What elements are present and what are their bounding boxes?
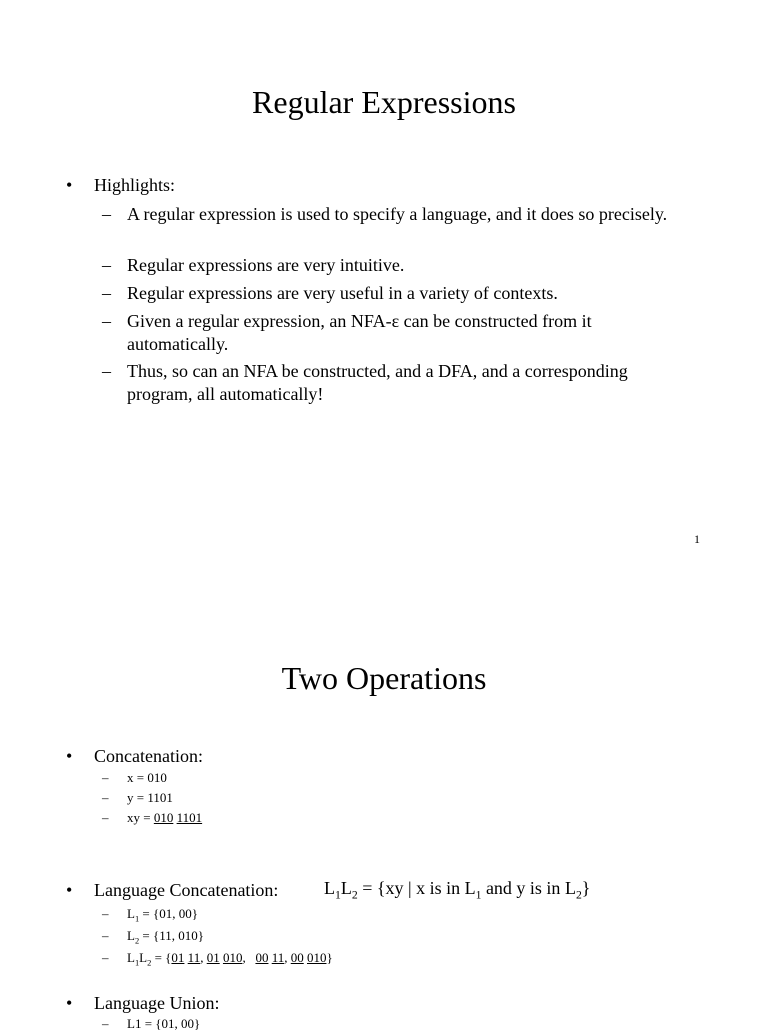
list-item: – $L_1 = \{01$, 00} xyxy=(102,906,198,924)
dash-icon: – xyxy=(102,810,109,825)
page-number: 1 xyxy=(694,532,700,546)
slide-title: Two Operations xyxy=(281,660,487,696)
list-item: – Given a regular expression, an NFA-ε can be constructed from it automatically. xyxy=(102,311,592,354)
list-item: – Regular expressions are very intuitive. xyxy=(102,255,405,275)
list-item: – A regular expression is used to specify a language, and it does so precisely. xyxy=(102,204,668,224)
dash-icon: – xyxy=(102,790,109,805)
list-item: – $L_2 = \{11$, 010} xyxy=(102,928,205,946)
dash-icon: – xyxy=(102,204,111,224)
dash-icon: – xyxy=(102,928,109,943)
dash-icon: – xyxy=(102,770,109,785)
slide-title: Regular Expressions xyxy=(252,84,516,120)
bullet-dot-icon: • xyxy=(66,746,73,766)
list-item: – $L_1L_2 = \{01$ 11, 01 010, 00 11, 00 010} xyxy=(102,950,333,968)
dash-icon: – xyxy=(102,283,111,303)
list-item: – xy = 010 1101 xyxy=(102,810,203,825)
list-item: – Regular expressions are very useful in a variety of contexts. xyxy=(102,283,558,303)
bullet-label: Language Union: xyxy=(94,993,220,1013)
dash-icon: – xyxy=(102,950,109,965)
bullet-label: Highlights: xyxy=(94,175,176,195)
dash-icon: – xyxy=(102,906,109,921)
list-item: – y = 1101 xyxy=(102,790,173,805)
bullet-dot-icon: • xyxy=(66,175,73,195)
dash-icon: – xyxy=(102,361,111,381)
list-item: – Thus, so can an NFA be constructed, and a DFA, and a corresponding program, all automatically! xyxy=(102,361,628,404)
bullet-label: Language Concatenation: xyxy=(94,880,279,900)
concatenation-formula: $L_1L_2 = \{xy$ | x is in $L_1$ and y is in $L_2$} xyxy=(324,878,591,902)
dash-icon: – xyxy=(102,311,111,331)
bullet-label: Concatenation: xyxy=(94,746,203,766)
dash-icon: – xyxy=(102,255,111,275)
list-item: – x = 010 xyxy=(102,770,167,785)
list-item: – L1 = {01, 00} xyxy=(102,1016,201,1031)
bullet-dot-icon: • xyxy=(66,880,73,900)
dash-icon: – xyxy=(102,1016,109,1031)
bullet-dot-icon: • xyxy=(66,993,73,1013)
